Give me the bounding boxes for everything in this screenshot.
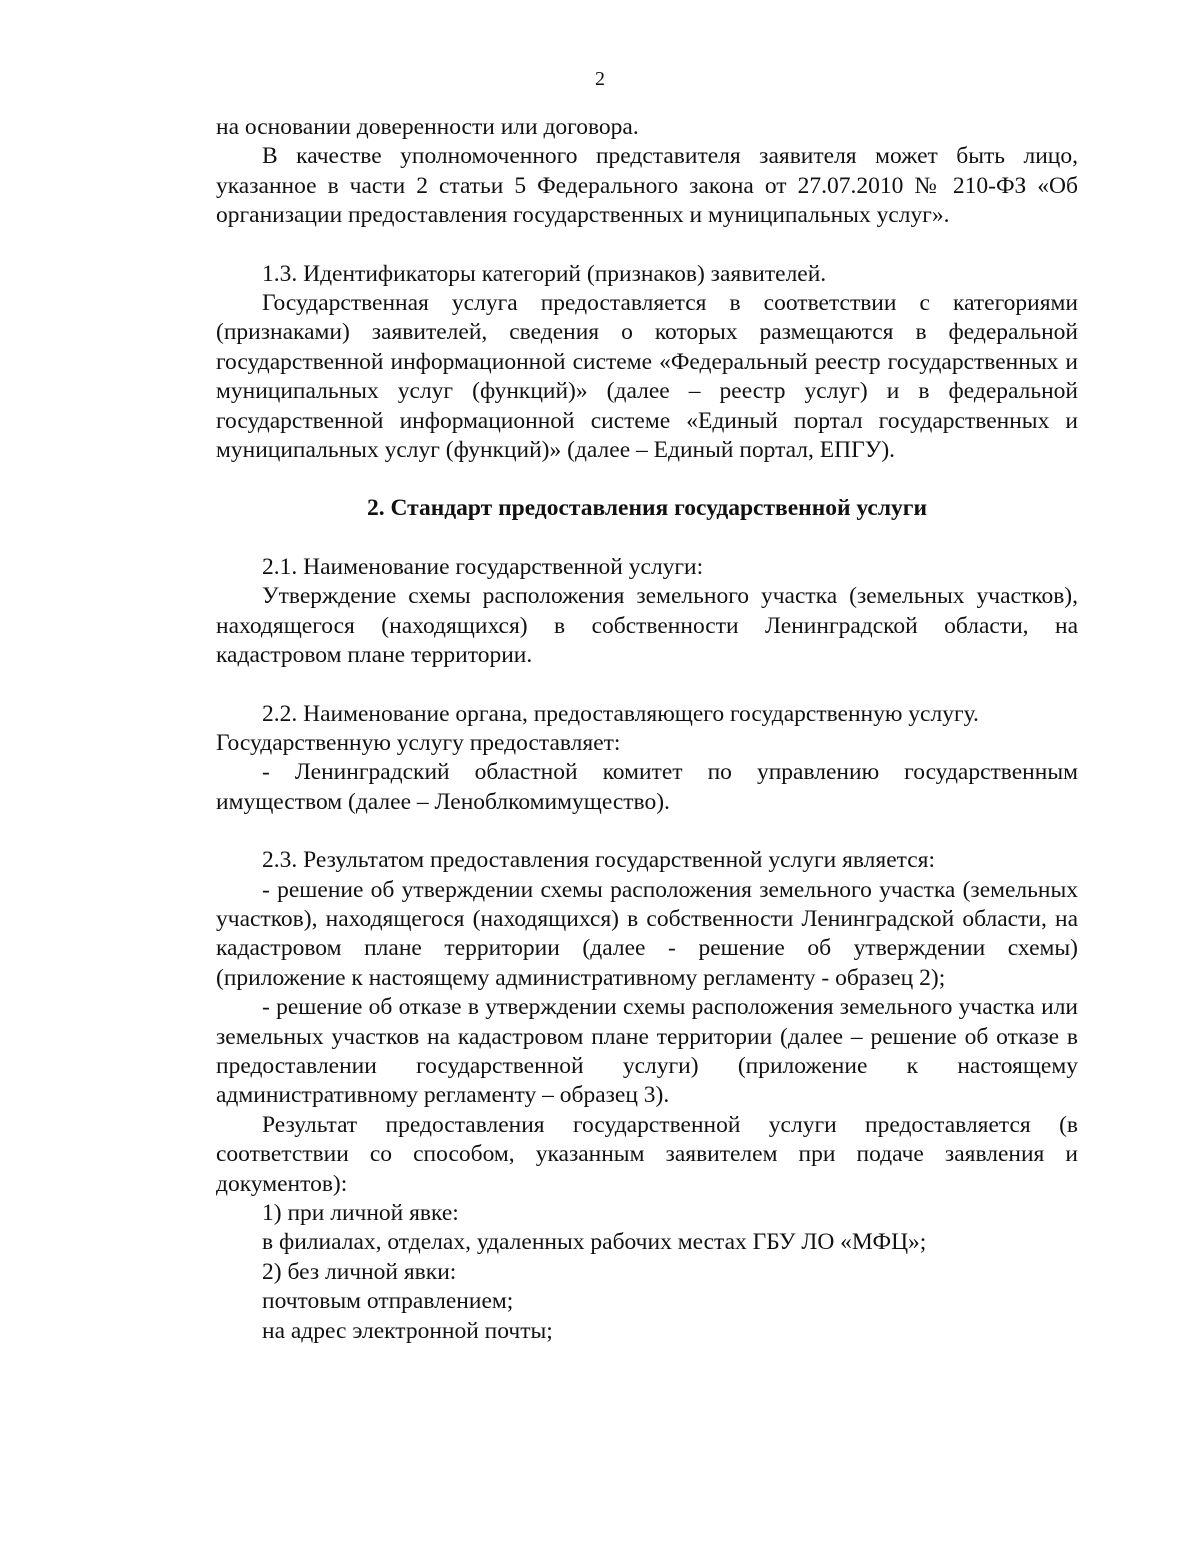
list-item: почтовым отправлением;	[262, 1288, 514, 1315]
list-item: 2) без личной явки:	[262, 1258, 457, 1285]
paragraph: - решение об утверждении схемы расположения земельного участка (земельных участков), находящегося (находящихся) в собственности Ленинградской области, на кадастровом плане территории (далее - решение об утверждении схемы) (приложение к настоящему административному регламенту - образец 2);	[216, 876, 1078, 991]
spacer	[216, 817, 1078, 846]
paragraph: Государственную услугу предоставляет:	[216, 729, 621, 756]
page-number: 2	[595, 68, 605, 90]
spacer	[216, 465, 1078, 494]
paragraph: на основании доверенности или договора.	[216, 114, 639, 140]
paragraph: Утверждение схемы расположения земельного участка (земельных участков), находящегося (находящихся) в собственности Ленинградской области, на кадастровом плане территории.	[216, 583, 1078, 669]
paragraph: Государственная услуга предоставляется в соответствии с категориями (признаками) заявителей, сведения о которых размещаются в федеральной государственной информационной системе «Федеральный реестр государственных и муниципальных услуг (функций)» (далее – реестр услуг) и в федеральной государственной информационной системе «Единый портал государственных и муниципальных услуг (функций)» (далее – Единый портал, ЕПГУ).	[216, 290, 1078, 464]
section-subheading: 2.1. Наименование государственной услуги:	[262, 553, 704, 580]
section-subheading: 2.3. Результатом предоставления государственной услуги является:	[262, 847, 935, 874]
list-item: 1) при личной явке:	[262, 1200, 459, 1226]
spacer	[216, 231, 1078, 260]
paragraph: - решение об отказе в утверждении схемы расположения земельного участка или земельных участков на кадастровом плане территории (далее – решение об отказе в предоставлении государственной услуги) (приложение к настоящему административному регламенту – образец 3).	[216, 994, 1078, 1109]
spacer	[216, 524, 1078, 553]
section-subheading: 2.2. Наименование органа, предоставляющего государственную услугу.	[262, 700, 979, 727]
section-subheading: 1.3. Идентификаторы категорий (признаков) заявителей.	[262, 260, 827, 287]
document-body	[216, 113, 1078, 1346]
list-item: на адрес электронной почты;	[262, 1317, 553, 1344]
section-heading: 2. Стандарт предоставления государственной услуги	[366, 495, 928, 522]
paragraph: Результат предоставления государственной услуги предоставляется (в соответствии со способом, указанным заявителем при подаче заявления и документов):	[216, 1111, 1078, 1197]
paragraph: В качестве уполномоченного представителя заявителя может быть лицо, указанное в части 2 статьи 5 Федерального закона от 27.07.2010 № 210-ФЗ «Об организации предоставления государственных и муниципальных услуг».	[216, 143, 1078, 229]
spacer	[216, 671, 1078, 700]
paragraph: - Ленинградский областной комитет по управлению государственным имуществом (далее – Леноблкомимущество).	[216, 759, 1078, 815]
list-item: в филиалах, отделах, удаленных рабочих местах ГБУ ЛО «МФЦ»;	[262, 1229, 927, 1256]
